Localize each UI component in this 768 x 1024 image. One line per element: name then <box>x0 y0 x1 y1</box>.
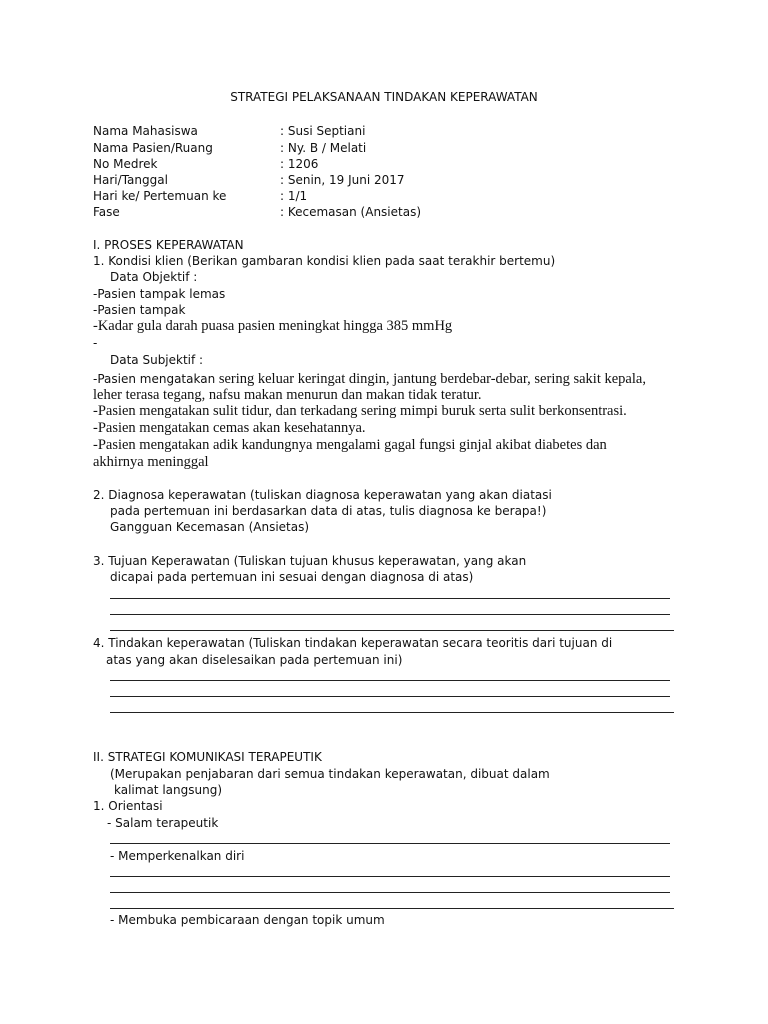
subjektif-item <box>93 370 646 388</box>
objektif-heading: Data Objektif : <box>110 270 198 284</box>
identity-value: : 1/1 <box>280 189 308 203</box>
orientasi-item: - Membuka pembicaraan dengan topik umum <box>110 913 385 927</box>
subjektif-item: -Pasien mengatakan sulit tidur, dan terkadang sering mimpi buruk serta sulit berkonsentrasi. <box>93 403 627 419</box>
tujuan-heading: 3. Tujuan Keperawatan (Tuliskan tujuan khusus keperawatan, yang akan <box>93 554 527 568</box>
identity-label: Fase <box>93 205 120 219</box>
objektif-item: - <box>93 336 98 350</box>
identity-value: : Kecemasan (Ansietas) <box>280 205 422 219</box>
objektif-item: -Pasien tampak <box>93 303 186 317</box>
identity-value: : Senin, 19 Juni 2017 <box>280 173 405 187</box>
objektif-item: -Pasien tampak lemas <box>93 287 226 301</box>
orientasi-heading: 1. Orientasi <box>93 799 163 813</box>
identity-value: : 1206 <box>280 157 319 171</box>
section-heading: I. PROSES KEPERAWATAN <box>93 238 244 252</box>
section-heading: II. STRATEGI KOMUNIKASI TERAPEUTIK <box>93 750 322 764</box>
section-description: kalimat langsung) <box>114 783 222 797</box>
subjektif-item: -Pasien mengatakan cemas akan kesehatannya. <box>93 420 366 436</box>
identity-label: No Medrek <box>93 157 158 171</box>
subjektif-item: akhirnya meninggal <box>93 454 209 470</box>
subjektif-item: -Pasien mengatakan adik kandungnya mengalami gagal fungsi ginjal akibat diabetes dan <box>93 437 607 453</box>
identity-label: Hari ke/ Pertemuan ke <box>93 189 227 203</box>
answer-line <box>110 892 670 893</box>
answer-line <box>110 843 670 844</box>
subjektif-item: leher terasa tegang, nafsu makan menurun dan makan tidak teratur. <box>93 387 482 403</box>
answer-line <box>110 712 674 713</box>
kondisi-klien: 1. Kondisi klien (Berikan gambaran kondisi klien pada saat terakhir bertemu) <box>93 254 556 268</box>
orientasi-item: - Salam terapeutik <box>107 816 219 830</box>
diagnosa-heading: 2. Diagnosa keperawatan (tuliskan diagnosa keperawatan yang akan diatasi <box>93 488 552 502</box>
document-title: STRATEGI PELAKSANAAN TINDAKAN KEPERAWATAN <box>230 90 538 104</box>
objektif-item: -Kadar gula darah puasa pasien meningkat hingga 385 mmHg <box>93 318 453 334</box>
tindakan-instruction: atas yang akan diselesaikan pada pertemuan ini) <box>106 653 403 667</box>
orientasi-item: - Memperkenalkan diri <box>110 849 245 863</box>
answer-line <box>110 908 674 909</box>
answer-line <box>110 614 670 615</box>
diagnosa-answer: Gangguan Kecemasan (Ansietas) <box>110 520 310 534</box>
identity-label: Hari/Tanggal <box>93 173 168 187</box>
subjektif-heading: Data Subjektif : <box>110 353 204 367</box>
section-description: (Merupakan penjabaran dari semua tindakan keperawatan, dibuat dalam <box>110 767 550 781</box>
identity-label: Nama Pasien/Ruang <box>93 141 213 155</box>
answer-line <box>110 696 670 697</box>
identity-value: : Ny. B / Melati <box>280 141 367 155</box>
answer-line <box>110 598 670 599</box>
answer-line <box>110 876 670 877</box>
answer-line <box>110 680 670 681</box>
subjektif-prefix: -Pasien mengatakan <box>93 372 216 386</box>
diagnosa-instruction: pada pertemuan ini berdasarkan data di atas, tulis diagnosa ke berapa!) <box>110 504 547 518</box>
tindakan-heading: 4. Tindakan keperawatan (Tuliskan tindakan keperawatan secara teoritis dari tujuan di <box>93 636 613 650</box>
answer-line <box>110 630 674 631</box>
tujuan-instruction: dicapai pada pertemuan ini sesuai dengan diagnosa di atas) <box>110 570 474 584</box>
identity-label: Nama Mahasiswa <box>93 124 198 138</box>
subjektif-text: sering keluar keringat dingin, jantung berdebar-debar, sering sakit kepala, <box>215 371 646 387</box>
identity-value: : Susi Septiani <box>280 124 366 138</box>
